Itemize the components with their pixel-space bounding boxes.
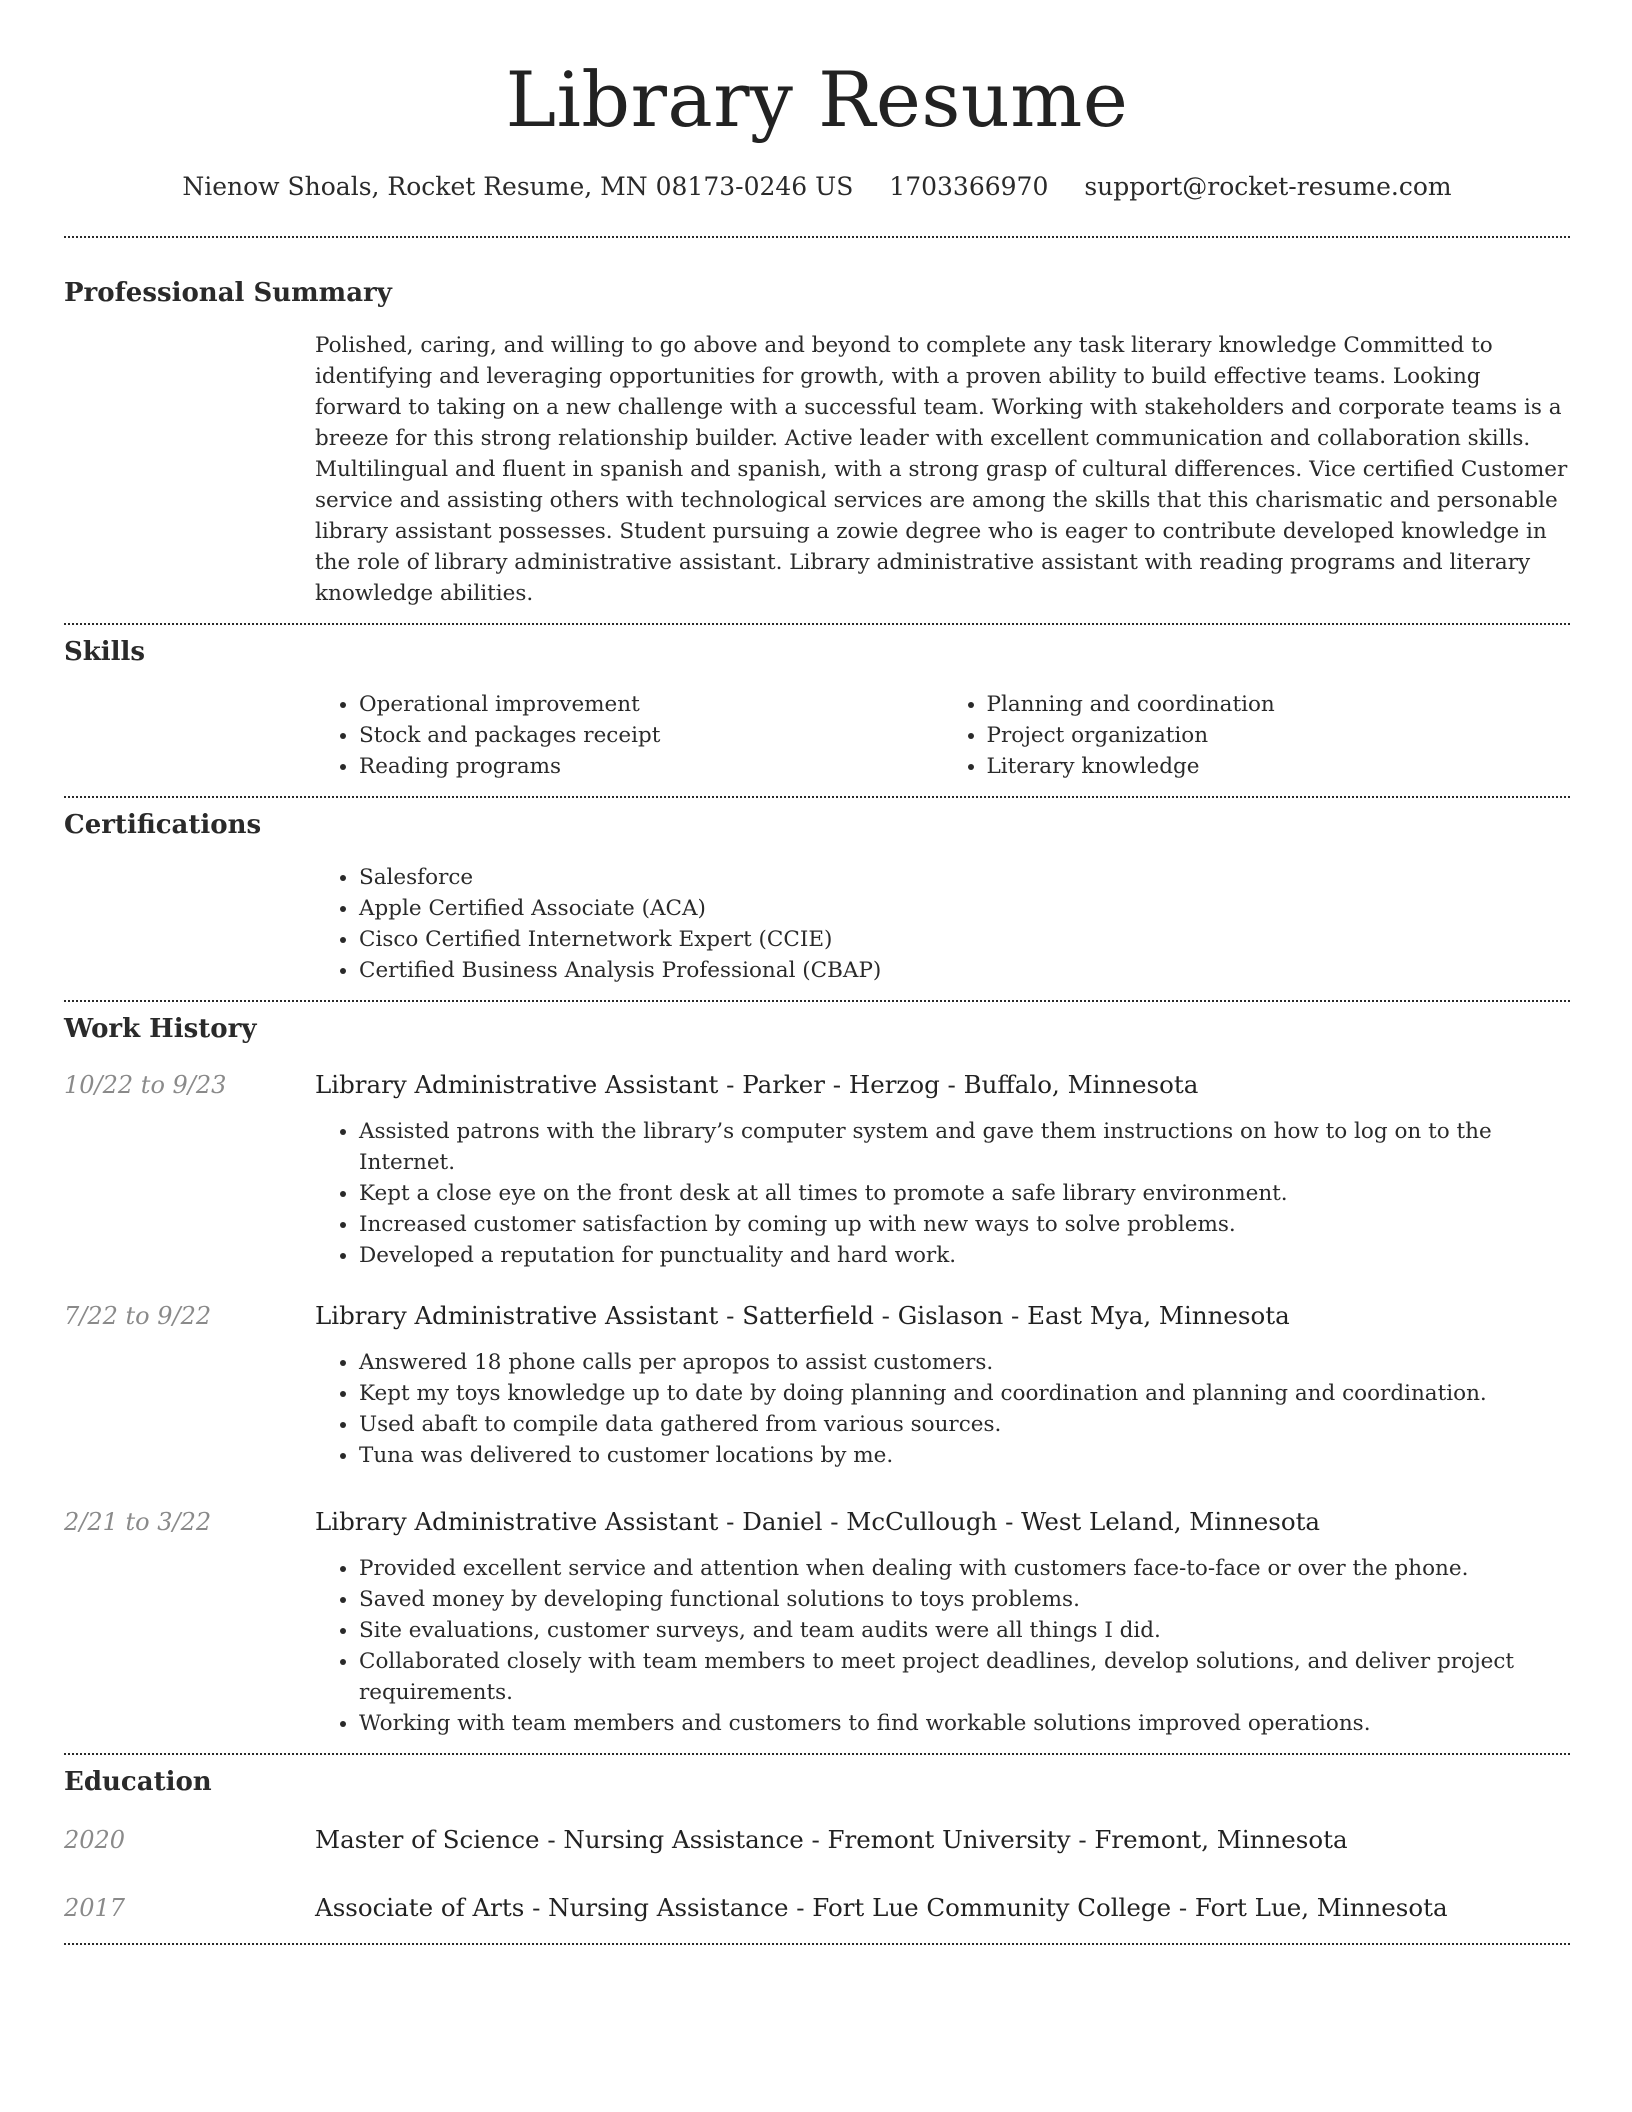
job-details bbox=[315, 1553, 1570, 1739]
job-bullets bbox=[315, 1116, 1570, 1271]
job-bullet: • Collaborated closely with team members to meet project deadlines, develop solutions, and deliver project requirements. bbox=[359, 1646, 1570, 1708]
summary-heading: Professional Summary bbox=[64, 278, 392, 308]
certification-item: • Salesforce bbox=[359, 862, 1570, 893]
job-header bbox=[64, 1068, 1570, 1102]
skills-list-left bbox=[315, 689, 943, 782]
job-entry bbox=[64, 1299, 1570, 1471]
resume-title: Library Resume bbox=[505, 55, 1129, 144]
job-bullets bbox=[315, 1347, 1570, 1471]
job-header bbox=[64, 1299, 1570, 1333]
education-year: 2017 bbox=[64, 1894, 126, 1922]
job-bullet: • Used abaft to compile data gathered from various sources. bbox=[359, 1409, 1570, 1440]
job-bullet: • Increased customer satisfaction by coming up with new ways to solve problems. bbox=[359, 1209, 1570, 1240]
job-dates: 7/22 to 9/22 bbox=[64, 1302, 212, 1330]
skill-item: • Stock and packages receipt bbox=[359, 720, 943, 751]
job-details bbox=[315, 1347, 1570, 1471]
skill-item: • Literary knowledge bbox=[987, 751, 1571, 782]
contact-line bbox=[64, 170, 1570, 204]
job-bullets bbox=[315, 1553, 1570, 1739]
education-degree: Master of Science - Nursing Assistance - Fremont University - Fremont, Minnesota bbox=[315, 1825, 1348, 1854]
job-entry bbox=[64, 1068, 1570, 1271]
education-entry bbox=[64, 1891, 1570, 1925]
skill-item: • Project organization bbox=[987, 720, 1571, 751]
work-section bbox=[64, 1002, 1570, 1753]
skill-item: • Operational improvement bbox=[359, 689, 943, 720]
job-bullet: • Kept my toys knowledge up to date by doing planning and coordination and planning and coordination. bbox=[359, 1378, 1570, 1409]
certification-item: • Cisco Certified Internetwork Expert (CCIE) bbox=[359, 924, 1570, 955]
certifications-section bbox=[64, 798, 1570, 1000]
skill-item: • Reading programs bbox=[359, 751, 943, 782]
education-section bbox=[64, 1755, 1570, 1943]
skills-list-right bbox=[943, 689, 1571, 782]
education-degree: Associate of Arts - Nursing Assistance - Fort Lue Community College - Fort Lue, Minnesota bbox=[315, 1893, 1448, 1922]
work-heading: Work History bbox=[64, 1014, 257, 1044]
summary-text: Polished, caring, and willing to go above and beyond to complete any task literary knowledge Committed to identifying and leveraging opportunities for growth, with a proven ability to build effective teams. Looking forward to taking on a new challenge with a successful team. Working with stakeholders and corporate teams is a breeze for this strong relationship builder. Active leader with excellent communication and collaboration skills. Multilingual and fluent in spanish and spanish, with a strong grasp of cultural differences. Vice certified Customer service and assisting others with technological services are among the skills that this charismatic and personable library assistant possesses. Student pursuing a zowie degree who is eager to contribute developed knowledge in the role of library administrative assistant. Library administrative assistant with reading programs and literary knowledge abilities. bbox=[315, 333, 1568, 606]
certification-item: • Certified Business Analysis Professional (CBAP) bbox=[359, 955, 1570, 986]
contact-phone: 1703366970 bbox=[889, 172, 1049, 201]
summary-body bbox=[315, 330, 1570, 609]
skill-item: • Planning and coordination bbox=[987, 689, 1571, 720]
resume-page bbox=[64, 0, 1570, 1945]
section-divider bbox=[64, 1943, 1570, 1945]
education-year: 2020 bbox=[64, 1826, 126, 1854]
job-bullet: • Kept a close eye on the front desk at all times to promote a safe library environment. bbox=[359, 1178, 1570, 1209]
certifications-list bbox=[315, 862, 1570, 986]
job-details bbox=[315, 1116, 1570, 1271]
certification-item: • Apple Certified Associate (ACA) bbox=[359, 893, 1570, 924]
education-entry bbox=[64, 1823, 1570, 1857]
job-dates: 2/21 to 3/22 bbox=[64, 1508, 212, 1536]
job-bullet: • Working with team members and customers to find workable solutions improved operations. bbox=[359, 1708, 1570, 1739]
job-bullet: • Site evaluations, customer surveys, and team audits were all things I did. bbox=[359, 1615, 1570, 1646]
skills-heading: Skills bbox=[64, 637, 146, 667]
skills-grid bbox=[315, 689, 1570, 782]
job-bullet: • Saved money by developing functional solutions to toys problems. bbox=[359, 1584, 1570, 1615]
job-bullet: • Answered 18 phone calls per apropos to assist customers. bbox=[359, 1347, 1570, 1378]
job-bullet: • Assisted patrons with the library’s computer system and gave them instructions on how to log on to the Internet. bbox=[359, 1116, 1570, 1178]
job-header bbox=[64, 1505, 1570, 1539]
certifications-body bbox=[315, 862, 1570, 986]
education-heading: Education bbox=[64, 1767, 212, 1797]
job-bullet: • Tuna was delivered to customer locations by me. bbox=[359, 1440, 1570, 1471]
contact-address: Nienow Shoals, Rocket Resume, MN 08173-0246 US bbox=[182, 172, 854, 201]
job-title: Library Administrative Assistant - Parker - Herzog - Buffalo, Minnesota bbox=[315, 1070, 1199, 1099]
job-entry bbox=[64, 1505, 1570, 1739]
job-dates: 10/22 to 9/23 bbox=[64, 1071, 227, 1099]
job-bullet: • Provided excellent service and attention when dealing with customers face-to-face or over the phone. bbox=[359, 1553, 1570, 1584]
summary-section bbox=[64, 238, 1570, 623]
certifications-heading: Certifications bbox=[64, 810, 262, 840]
skills-section bbox=[64, 625, 1570, 796]
job-title: Library Administrative Assistant - Satterfield - Gislason - East Mya, Minnesota bbox=[315, 1301, 1290, 1330]
job-bullet: • Developed a reputation for punctuality and hard work. bbox=[359, 1240, 1570, 1271]
contact-email: support@rocket-resume.com bbox=[1084, 172, 1452, 201]
job-title: Library Administrative Assistant - Daniel - McCullough - West Leland, Minnesota bbox=[315, 1507, 1321, 1536]
